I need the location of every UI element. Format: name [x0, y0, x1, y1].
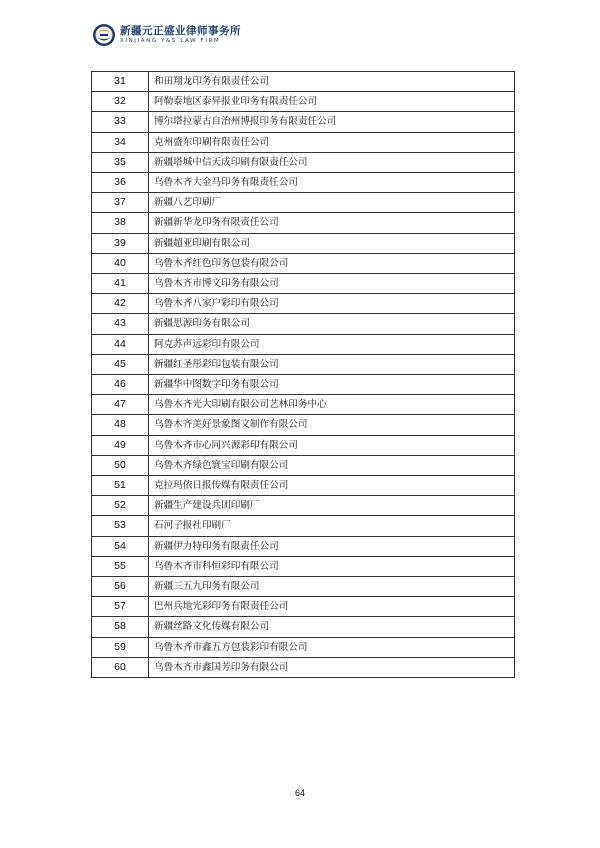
table-row	[92, 496, 515, 516]
table-row	[92, 193, 515, 213]
row-number: 55	[92, 556, 149, 576]
table-row	[92, 132, 515, 152]
company-name: 石河子报社印刷厂	[149, 516, 515, 536]
table-row	[92, 92, 515, 112]
row-number: 52	[92, 496, 149, 516]
row-number: 53	[92, 516, 149, 536]
table-row	[92, 455, 515, 475]
row-number: 38	[92, 213, 149, 233]
company-name: 和田翔龙印务有限责任公司	[149, 72, 515, 92]
row-number: 44	[92, 334, 149, 354]
company-name: 乌鲁木齐八家户彩印有限公司	[149, 294, 515, 314]
company-name: 新疆塔城中信天成印刷有限责任公司	[149, 152, 515, 172]
table-row	[92, 274, 515, 294]
table-row	[92, 657, 515, 677]
company-name: 阿克苏声远彩印有限公司	[149, 334, 515, 354]
row-number: 60	[92, 657, 149, 677]
row-number: 58	[92, 617, 149, 637]
row-number: 51	[92, 476, 149, 496]
table-row	[92, 435, 515, 455]
table-row	[92, 72, 515, 92]
page-header	[92, 21, 241, 49]
company-name: 乌鲁木齐光大印刷有限公司艺林印务中心	[149, 395, 515, 415]
firm-name-block	[120, 26, 241, 45]
company-name: 克拉玛依日报传媒有限责任公司	[149, 476, 515, 496]
company-table-body	[92, 72, 515, 678]
company-name: 乌鲁木齐大金马印务有限责任公司	[149, 173, 515, 193]
table-row	[92, 516, 515, 536]
row-number: 34	[92, 132, 149, 152]
table-row	[92, 354, 515, 374]
company-name: 新疆丝路文化传媒有限公司	[149, 617, 515, 637]
company-name: 乌鲁木齐市心同兴源彩印有限公司	[149, 435, 515, 455]
table-row	[92, 253, 515, 273]
company-name: 新疆红圣彤彩印包装有限公司	[149, 354, 515, 374]
firm-logo-icon	[92, 23, 116, 47]
table-row	[92, 476, 515, 496]
table-row	[92, 395, 515, 415]
row-number: 31	[92, 72, 149, 92]
company-name: 新疆三五九印务有限公司	[149, 577, 515, 597]
table-row	[92, 617, 515, 637]
table-row	[92, 294, 515, 314]
company-name: 克州盛东印刷有限责任公司	[149, 132, 515, 152]
page-number: 64	[294, 788, 305, 798]
row-number: 57	[92, 597, 149, 617]
row-number: 56	[92, 577, 149, 597]
company-name: 巴州兵地光彩印务有限责任公司	[149, 597, 515, 617]
company-table	[91, 71, 515, 678]
firm-name-english: XINJIANG Y&S LAW FIRM	[120, 38, 221, 44]
firm-name-chinese: 新疆元正盛业律师事务所	[120, 24, 241, 37]
row-number: 47	[92, 395, 149, 415]
company-name: 新疆生产建设兵团印刷厂	[149, 496, 515, 516]
company-name: 乌鲁木齐绿色寰宝印刷有限公司	[149, 455, 515, 475]
table-row	[92, 173, 515, 193]
company-name: 博尔塔拉蒙古自治州博报印务有限责任公司	[149, 112, 515, 132]
row-number: 43	[92, 314, 149, 334]
table-row	[92, 213, 515, 233]
row-number: 37	[92, 193, 149, 213]
company-name: 乌鲁木齐市鑫五方包装彩印有限公司	[149, 637, 515, 657]
company-name: 乌鲁木齐市科恒彩印有限公司	[149, 556, 515, 576]
table-row	[92, 577, 515, 597]
row-number: 36	[92, 173, 149, 193]
company-name: 新疆八艺印刷厂	[149, 193, 515, 213]
table-row	[92, 415, 515, 435]
table-row	[92, 536, 515, 556]
table-row	[92, 152, 515, 172]
row-number: 40	[92, 253, 149, 273]
company-name: 新疆伊力特印务有限责任公司	[149, 536, 515, 556]
row-number: 41	[92, 274, 149, 294]
row-number: 48	[92, 415, 149, 435]
row-number: 49	[92, 435, 149, 455]
company-name: 乌鲁木齐市博文印务有限公司	[149, 274, 515, 294]
row-number: 45	[92, 354, 149, 374]
row-number: 42	[92, 294, 149, 314]
company-name: 新疆超亚印刷有限公司	[149, 233, 515, 253]
table-row	[92, 556, 515, 576]
table-row	[92, 597, 515, 617]
row-number: 32	[92, 92, 149, 112]
company-name: 新疆华中图数字印务有限公司	[149, 375, 515, 395]
row-number: 35	[92, 152, 149, 172]
table-row	[92, 637, 515, 657]
table-row	[92, 375, 515, 395]
company-name: 阿勒泰地区泰昇报业印务有限责任公司	[149, 92, 515, 112]
row-number: 50	[92, 455, 149, 475]
row-number: 33	[92, 112, 149, 132]
table-row	[92, 334, 515, 354]
row-number: 59	[92, 637, 149, 657]
row-number: 54	[92, 536, 149, 556]
table-row	[92, 314, 515, 334]
company-name: 乌鲁木齐红色印务包装有限公司	[149, 253, 515, 273]
company-name: 新疆思源印务有限公司	[149, 314, 515, 334]
company-name: 新疆新华龙印务有限责任公司	[149, 213, 515, 233]
row-number: 46	[92, 375, 149, 395]
row-number: 39	[92, 233, 149, 253]
company-name: 乌鲁木齐市鑫国芳印务有限公司	[149, 657, 515, 677]
company-name: 乌鲁木齐美好景象图文制作有限公司	[149, 415, 515, 435]
table-row	[92, 112, 515, 132]
table-row	[92, 233, 515, 253]
